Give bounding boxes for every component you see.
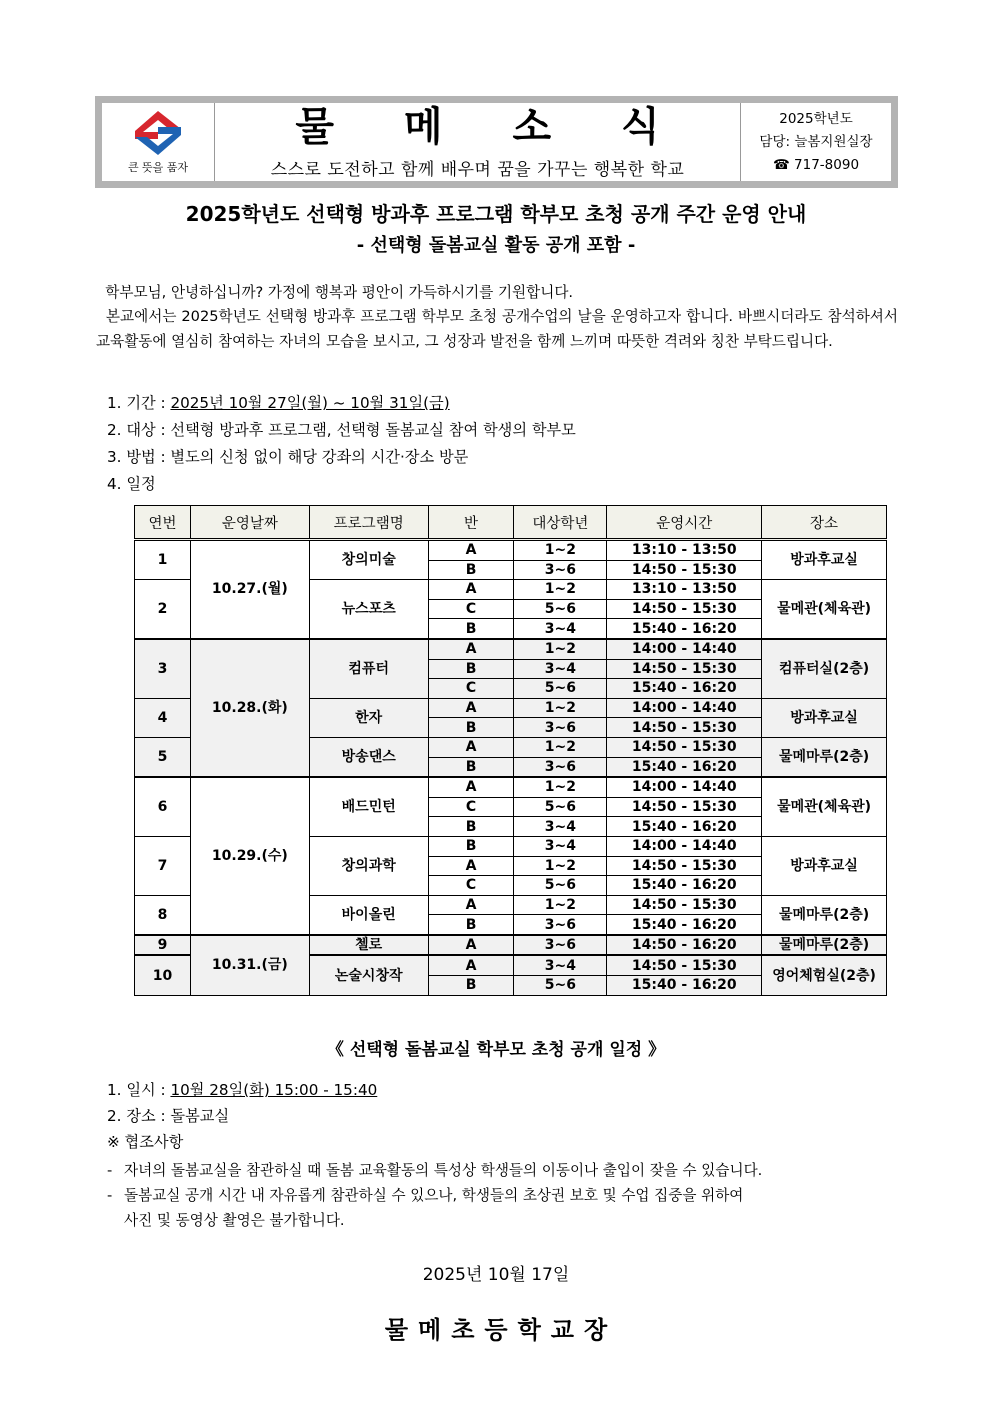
row-place: 방과후교실 xyxy=(762,836,887,895)
table-row xyxy=(135,639,887,659)
row-time: 14:50 - 15:30 xyxy=(607,797,762,817)
row-grade: 3~4 xyxy=(514,955,607,975)
row-class: C xyxy=(428,679,514,699)
row-time: 14:00 - 14:40 xyxy=(607,639,762,659)
row-class: A xyxy=(428,895,514,915)
row-time: 15:40 - 16:20 xyxy=(607,915,762,935)
row-class: C xyxy=(428,797,514,817)
row-grade: 1~2 xyxy=(514,698,607,718)
row-class: B xyxy=(428,817,514,837)
row-number: 6 xyxy=(135,777,191,836)
care-when-label: 1. 일시 : xyxy=(107,1081,171,1099)
row-program: 첼로 xyxy=(309,935,428,956)
row-program: 바이올린 xyxy=(309,895,428,935)
row-time: 15:40 - 16:20 xyxy=(607,679,762,699)
period-value: 2025년 10월 27일(월) ~ 10월 31일(금) xyxy=(170,394,450,412)
row-grade: 1~2 xyxy=(514,540,607,561)
row-number: 7 xyxy=(135,836,191,895)
row-date: 10.31.(금) xyxy=(190,935,309,995)
method-item: 3. 방법 : 별도의 신청 없이 해당 강좌의 시간·장소 방문 xyxy=(107,448,469,466)
issue-info xyxy=(741,103,891,181)
table-header-row xyxy=(135,506,887,540)
row-grade: 5~6 xyxy=(514,876,607,896)
row-class: B xyxy=(428,560,514,580)
table-row xyxy=(135,777,887,797)
header-class: 반 xyxy=(428,506,514,540)
row-grade: 1~2 xyxy=(514,856,607,876)
row-number: 3 xyxy=(135,639,191,698)
row-program: 컴퓨터 xyxy=(309,639,428,698)
row-grade: 5~6 xyxy=(514,976,607,996)
row-time: 15:40 - 16:20 xyxy=(607,817,762,837)
note-1-text: 자녀의 돌봄교실을 참관하실 때 돌봄 교육활동의 특성상 학생들의 이동이나 출입이 잦을 수 있습니다. xyxy=(124,1162,763,1179)
period-label: 1. 기간 : xyxy=(107,394,171,412)
care-section-title: 《 선택형 돌봄교실 학부모 초청 공개 일정 》 xyxy=(326,1040,666,1060)
newsletter-title-block xyxy=(215,103,741,181)
row-time: 13:10 - 13:50 xyxy=(607,580,762,600)
row-place: 물메관(체육관) xyxy=(762,777,887,836)
row-time: 15:40 - 16:20 xyxy=(607,976,762,996)
row-time: 14:50 - 15:30 xyxy=(607,895,762,915)
row-grade: 3~4 xyxy=(514,659,607,679)
row-time: 14:00 - 14:40 xyxy=(607,777,762,797)
row-place: 영어체험실(2층) xyxy=(762,955,887,995)
school-emblem-icon xyxy=(129,109,187,157)
row-time: 14:00 - 14:40 xyxy=(607,836,762,856)
row-grade: 3~4 xyxy=(514,817,607,837)
row-number: 5 xyxy=(135,737,191,777)
row-place: 방과후교실 xyxy=(762,540,887,580)
note-2-text: 돌봄교실 공개 시간 내 자유롭게 참관하실 수 있으나, 학생들의 초상권 보호 및 수업 집중을 위하여 xyxy=(124,1187,744,1204)
school-slogan: 스스로 도전하고 함께 배우며 꿈을 가꾸는 행복한 학교 xyxy=(270,159,685,180)
greeting-text: 학부모님, 안녕하십니까? 가정에 행복과 평안이 가득하시기를 기원합니다. xyxy=(105,284,574,301)
cooperation-note-2 xyxy=(107,1183,897,1233)
row-grade: 1~2 xyxy=(514,580,607,600)
row-class: B xyxy=(428,836,514,856)
row-class: B xyxy=(428,976,514,996)
row-grade: 3~6 xyxy=(514,915,607,935)
row-class: A xyxy=(428,955,514,975)
issue-date: 2025년 10월 17일 xyxy=(422,1265,570,1285)
note-2-line-1 xyxy=(107,1183,897,1208)
row-number: 2 xyxy=(135,580,191,639)
row-grade: 3~6 xyxy=(514,935,607,956)
row-time: 14:50 - 15:30 xyxy=(607,560,762,580)
row-time: 14:50 - 15:30 xyxy=(607,599,762,619)
header-program: 프로그램명 xyxy=(309,506,428,540)
row-grade: 1~2 xyxy=(514,639,607,659)
row-class: B xyxy=(428,619,514,639)
note-dash: - xyxy=(107,1187,113,1204)
row-class: C xyxy=(428,599,514,619)
row-time: 14:50 - 15:30 xyxy=(607,718,762,738)
row-program: 한자 xyxy=(309,698,428,737)
care-info-list xyxy=(107,1077,377,1155)
contact-phone: ☎ 717-8090 xyxy=(772,156,860,173)
row-program: 배드민턴 xyxy=(309,777,428,836)
row-grade: 5~6 xyxy=(514,599,607,619)
issue-year: 2025학년도 xyxy=(779,110,853,127)
schedule-table xyxy=(134,505,887,996)
header-place: 장소 xyxy=(762,506,887,540)
period-item xyxy=(107,390,576,417)
row-time: 13:10 - 13:50 xyxy=(607,540,762,561)
row-grade: 1~2 xyxy=(514,737,607,757)
info-list xyxy=(107,390,576,498)
row-place: 물메마루(2층) xyxy=(762,895,887,935)
note-dash: - xyxy=(107,1162,113,1179)
row-time: 14:50 - 15:30 xyxy=(607,856,762,876)
page-title: 2025학년도 선택형 방과후 프로그램 학부모 초청 공개 주간 운영 안내 xyxy=(185,202,807,226)
row-program: 창의과학 xyxy=(309,836,428,895)
table-row xyxy=(135,935,887,956)
row-grade: 5~6 xyxy=(514,797,607,817)
row-class: B xyxy=(428,659,514,679)
row-grade: 3~6 xyxy=(514,757,607,777)
row-date: 10.27.(월) xyxy=(190,540,309,639)
row-date: 10.28.(화) xyxy=(190,639,309,777)
row-program: 방송댄스 xyxy=(309,737,428,777)
care-place-item: 2. 장소 : 돌봄교실 xyxy=(107,1107,230,1125)
row-date: 10.29.(수) xyxy=(190,777,309,935)
banner-inner xyxy=(102,103,891,181)
header-grade: 대상학년 xyxy=(514,506,607,540)
row-place: 물메마루(2층) xyxy=(762,935,887,956)
row-class: A xyxy=(428,777,514,797)
table-row xyxy=(135,540,887,561)
row-time: 14:50 - 16:20 xyxy=(607,935,762,956)
row-class: A xyxy=(428,540,514,561)
row-program: 창의미술 xyxy=(309,540,428,580)
row-grade: 3~4 xyxy=(514,836,607,856)
row-class: B xyxy=(428,757,514,777)
row-number: 10 xyxy=(135,955,191,995)
row-number: 1 xyxy=(135,540,191,580)
row-time: 14:50 - 15:30 xyxy=(607,955,762,975)
row-class: A xyxy=(428,856,514,876)
row-grade: 1~2 xyxy=(514,895,607,915)
school-logo xyxy=(102,103,215,181)
newsletter-banner xyxy=(95,96,898,188)
row-number: 4 xyxy=(135,698,191,737)
header-time: 운영시간 xyxy=(607,506,762,540)
page-subtitle: - 선택형 돌봄교실 활동 공개 포함 - xyxy=(356,235,636,256)
row-class: A xyxy=(428,935,514,956)
cooperation-note-1 xyxy=(107,1158,897,1183)
row-time: 15:40 - 16:20 xyxy=(607,757,762,777)
row-time: 14:50 - 15:30 xyxy=(607,659,762,679)
logo-motto: 큰 뜻을 품자 xyxy=(127,161,189,174)
header-no: 연번 xyxy=(135,506,191,540)
row-class: A xyxy=(428,737,514,757)
care-when-value: 10월 28일(화) 15:00 - 15:40 xyxy=(170,1081,378,1099)
row-class: A xyxy=(428,698,514,718)
row-number: 9 xyxy=(135,935,191,956)
greeting-paragraph xyxy=(96,280,898,305)
row-class: A xyxy=(428,639,514,659)
contact-person: 담당: 늘봄지원실장 xyxy=(759,133,873,150)
note-2-line-2: 사진 및 동영상 촬영은 불가합니다. xyxy=(124,1212,345,1229)
intro-text: 본교에서는 2025학년도 선택형 방과후 프로그램 학부모 초청 공개수업의 날을 운영하고자 합니다. 바쁘시더라도 참석하셔서 교육활동에 열심히 참여하는 자녀의 모습을 보시고, 그 성장과 발전을 함께 느끼며 따뜻한 격려와 칭찬 부탁드립니다. xyxy=(96,308,898,350)
row-class: A xyxy=(428,580,514,600)
cooperation-title: ※ 협조사항 xyxy=(107,1133,184,1151)
row-place: 방과후교실 xyxy=(762,698,887,737)
newsletter-title: 물 메 소 식 xyxy=(295,103,688,150)
care-when-item xyxy=(107,1077,377,1103)
row-number: 8 xyxy=(135,895,191,935)
row-time: 15:40 - 16:20 xyxy=(607,876,762,896)
row-class: B xyxy=(428,718,514,738)
row-program: 논술시창작 xyxy=(309,955,428,995)
row-class: C xyxy=(428,876,514,896)
row-grade: 3~4 xyxy=(514,619,607,639)
row-time: 14:50 - 15:30 xyxy=(607,737,762,757)
row-grade: 5~6 xyxy=(514,679,607,699)
principal-signature: 물메초등학교장 xyxy=(384,1316,618,1344)
row-time: 14:00 - 14:40 xyxy=(607,698,762,718)
row-class: B xyxy=(428,915,514,935)
intro-paragraph xyxy=(96,304,898,354)
target-item: 2. 대상 : 선택형 방과후 프로그램, 선택형 돌봄교실 참여 학생의 학부모 xyxy=(107,421,576,439)
row-time: 15:40 - 16:20 xyxy=(607,619,762,639)
header-date: 운영날짜 xyxy=(190,506,309,540)
row-grade: 1~2 xyxy=(514,777,607,797)
row-grade: 3~6 xyxy=(514,560,607,580)
schedule-item: 4. 일정 xyxy=(107,475,156,493)
row-program: 뉴스포츠 xyxy=(309,580,428,639)
row-place: 물메관(체육관) xyxy=(762,580,887,639)
row-grade: 3~6 xyxy=(514,718,607,738)
row-place: 물메마루(2층) xyxy=(762,737,887,777)
row-place: 컴퓨터실(2층) xyxy=(762,639,887,698)
